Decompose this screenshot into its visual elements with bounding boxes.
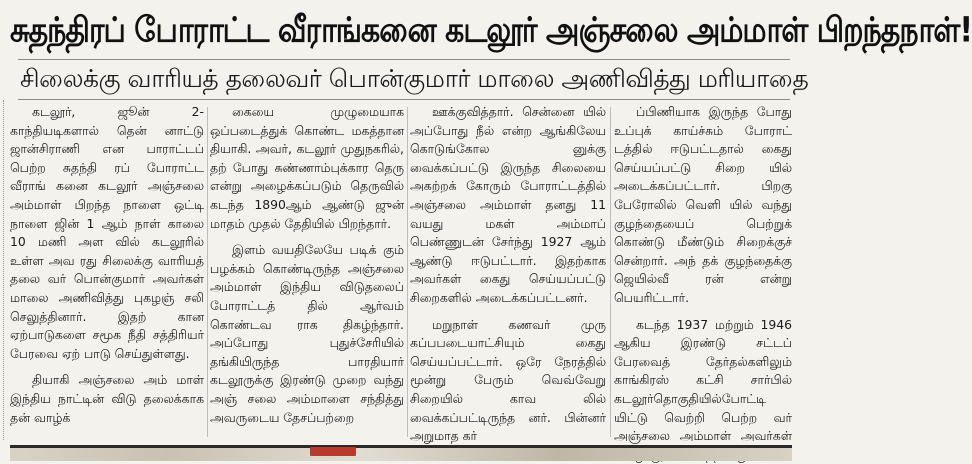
column-divider (610, 107, 611, 437)
article-column-3 (410, 103, 606, 444)
paragraph: மறுநாள் கணவர் முரு கப்பபடையாட்சியும் கைது செய்யப்பட்டார். ஒரே நேரத்தில் மூன்று பேரும் வெவ்வேறு சிறையில் காவ லில் வைக்கப்பட்டிருந்த னர். பின்னர் அறுமாத கர் (410, 316, 606, 444)
paragraph: கடலூர், ஜூன் 2- காந்தியடிகளால் தென் னாட்டு ஜான்சிராணி என பாராட்டப் பெற்ற சுதந்தி ரப் போராட்ட வீராங் கனை கடலூர் அஞ்சலை அம்மாள் பிறந்த நாளை ஒட்டி நாளை ஜின் 1 ஆம் நாள் காலை 10 மணி அள வில் கடலூரில் உள்ள அவ ரது சிலைக்கு வாரியத் தலை வர் பொன்குமார் அவர்கள் மாலை அணிவித்து புகழஞ் சலி செலுத்தினார். இதற் கான ஏற்பாடுகளை சமூக நீதி சத்திரியர் பேரவை ஏற் பாடு செய்துள்ளது. (10, 104, 204, 361)
paragraph: தியாகி அஞ்சலை அம் மாள் இந்திய நாட்டின் விடு தலைக்காக தன் வாழ்க் (10, 372, 204, 425)
paragraph: ப்பிணியாக இருந்த போது உப்புக் காய்ச்சும் போராட் டத்தில் ஈடுபட்டதால் கைது செய்யப்பட்டு சிறை யில் அடைக்கப்பட்டார். பிறகு பேரோலில் வெளி யில் வந்து குழந்தையைப் பெற்றுக் கொண்டு மீண்டும் சிறைக்குச் சென்றார். அந் தக் குழந்தைக்கு ஜெயில்வீ ரன் என்று பெயரிட்டார். (614, 104, 792, 305)
paragraph: இளம் வயதிலேயே படிக் கும் பழக்கம் கொண்டிருந்த அஞ்சலை அம்மாள் இந்திய விடுதலைப் போராட்டத் தில் ஆர்வம் கொண்டவ ராக திகழ்ந்தார். அப்போது புதுச்சேரியில் தங்கியிருந்த பாரதியார் கடலூருக்கு இரண்டு முறை வந்து அஞ் சலை அம்மாளை சந்தித்து அவருடைய தேசப்பற்றை (210, 242, 404, 425)
subheadline-rule (18, 99, 790, 100)
paragraph: கடந்த 1937 மற்றும் 1946 ஆகிய இரண்டு சட்டப் பேரவைத் தேர்தல்களிலும் காங்கிரஸ் கட்சி சார்பில் கடலூர்தொகுதியில்போட்டி யிட்டு வெற்றி பெற்ற வர் அஞ்சலை அம்மாள் அவர்கள் (614, 316, 792, 444)
article-column-2 (210, 103, 404, 438)
subheadline: சிலைக்கு வாரியத் தலைவர் பொன்குமார் மாலை அணிவித்து மரியாதை (20, 64, 809, 93)
article-column-4 (614, 103, 792, 444)
column-divider (207, 107, 208, 437)
article-column-1 (10, 103, 204, 438)
left-edge-bleed (0, 100, 4, 440)
paragraph: கையை முழுமையாக ஒப்படைத்துக் கொண்ட மகத்தான தியாகி. அவர், கடலூர் முதுநகரில், தற் போது சுண்ணாம்புக்கார தெரு என்று அழைக்கப்படும் தெருவில் கடந்த 1890ஆம் ஆண்டு ஜுன் மாதம் முதல் தேதியில் பிறந்தார். (210, 104, 404, 231)
photo-caption-tag (310, 447, 356, 456)
column-divider (407, 107, 408, 437)
paragraph: ஊக்குவித்தார். சென்னை யில் அப்போது நீல் என்ற ஆங்கிலேய கொடுங்கோல னுக்கு வைக்கப்பட்டு இருந்த சிலையை அகற்றக் கோரும் போராட்டத்தில் அஞ்சலை அம்மாள் தனது 11 வயது மகள் அம்மாப் பெண்ணுடன் சேர்ந்து 1927 ஆம் ஆண்டு ஈடுபட்டார். இதற்காக அவர்கள் கைது செய்யப்பட்டு சிறைகளில் அடைக்கப்பட்டனர். (410, 104, 606, 305)
article-body (10, 103, 792, 444)
headline: சுதந்திரப் போராட்ட வீராங்கனை கடலூர் அஞ்சலை அம்மாள் பிறந்தநாள்! (10, 10, 972, 51)
photo-edge (10, 445, 792, 461)
